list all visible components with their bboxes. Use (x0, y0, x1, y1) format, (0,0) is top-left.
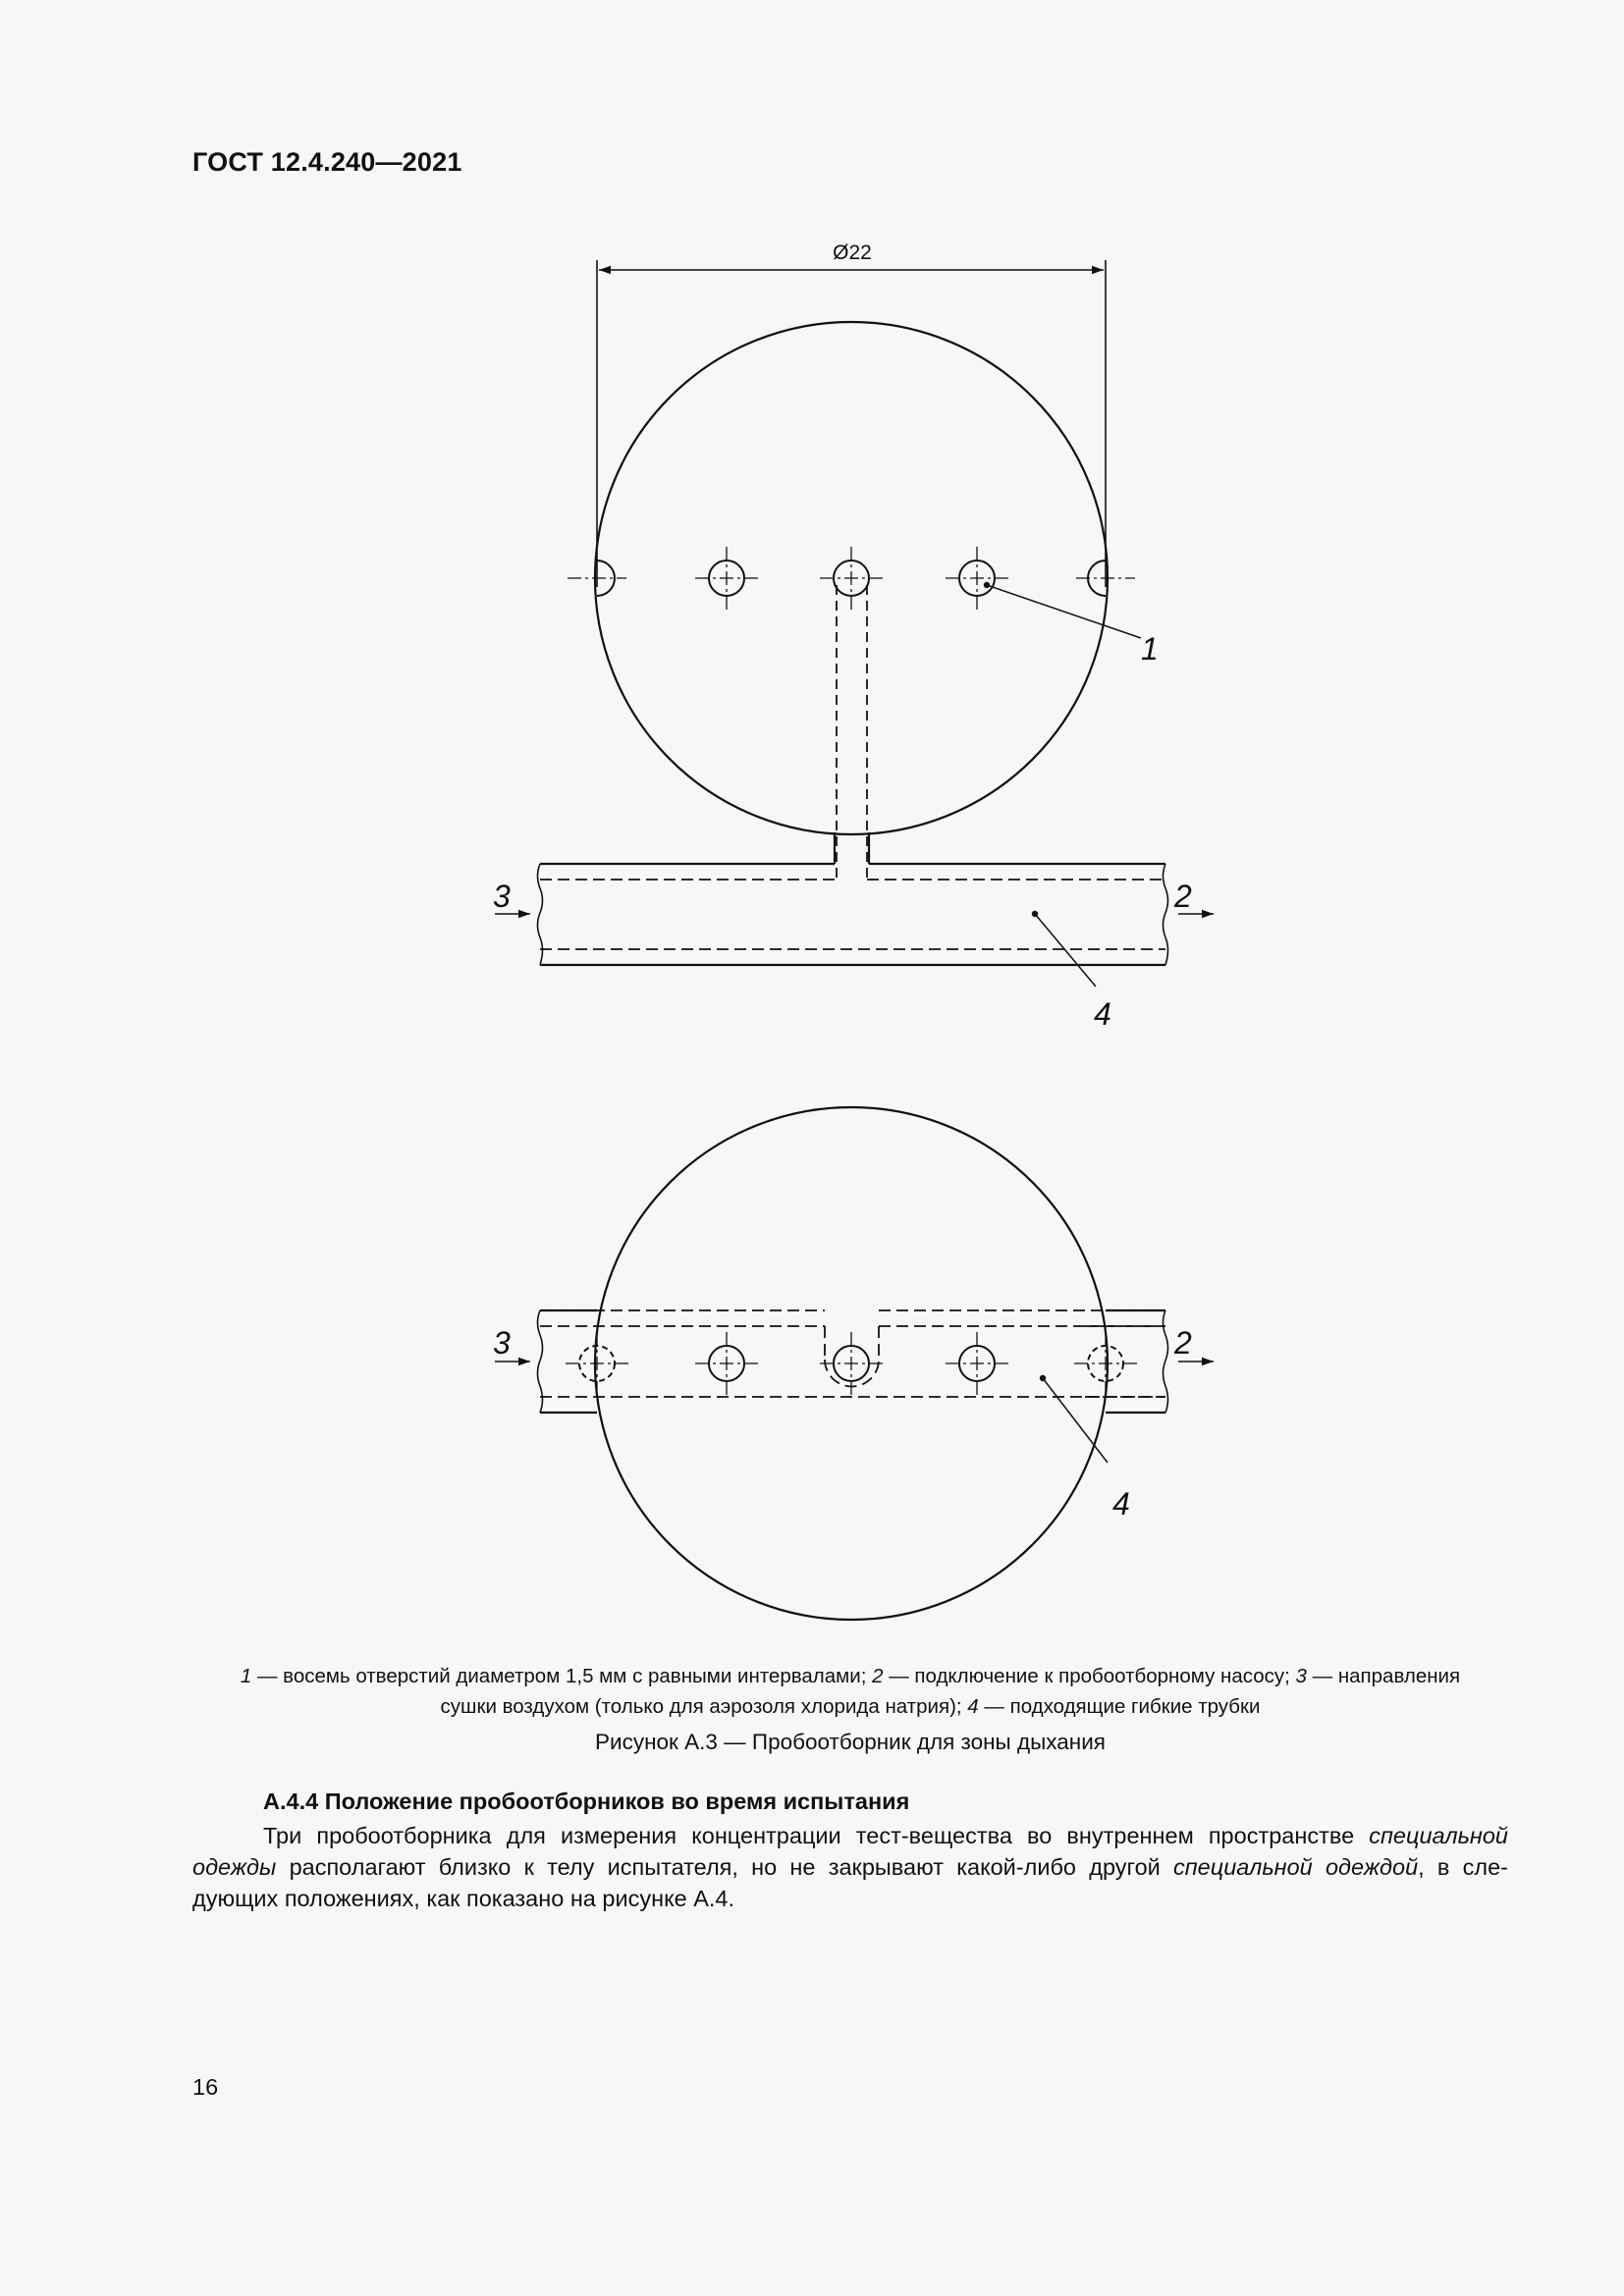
section-title: А.4.4 Положение пробоотборников во время испытания (263, 1789, 910, 1814)
bottom-view (495, 1107, 1214, 1620)
document-header: ГОСТ 12.4.240—2021 (192, 147, 462, 177)
diameter-dimension (597, 260, 1106, 587)
figure-legend: 1 — восемь отверстий диаметром 1,5 мм с равными интервалами; 2 — подключение к пробоотборному насосу; 3 — направления сушки воздухом (только для аэрозоля хлорида натрия); 4 — подходящие гибкие трубки (240, 1665, 1461, 1718)
callout-1: 1 (1141, 631, 1159, 667)
section-paragraph: Три пробоотборника для измерения концентрации тест-вещества во внутреннем пространстве специальной одежды располагают близко к телу испытателя, но не закрывают какой-либо другой специальной одеждой, в сле- дующих положениях, как показано на рисунке А.4. (192, 1823, 1508, 1911)
callout-2-bottom: 2 (1174, 1325, 1192, 1361)
hole-centerlines (568, 547, 1135, 610)
connecting-tube (538, 864, 1168, 965)
hole-centerlines-bottom (566, 1332, 1137, 1395)
callout-3-bottom: 3 (493, 1325, 511, 1361)
callout-3: 3 (493, 879, 511, 914)
leader-1 (987, 585, 1141, 638)
callout-2: 2 (1174, 879, 1192, 914)
diameter-label: Ø22 (833, 241, 872, 264)
figure-caption: Рисунок А.3 — Пробоотборник для зоны дыхания (595, 1730, 1106, 1754)
tube-bottom (538, 1310, 1168, 1413)
leader-4-bottom (1043, 1378, 1108, 1463)
callout-4: 4 (1094, 996, 1111, 1032)
leader-4 (1035, 914, 1096, 987)
page-number: 16 (192, 2074, 219, 2100)
callout-4-bottom: 4 (1112, 1486, 1130, 1522)
top-view (495, 241, 1214, 987)
